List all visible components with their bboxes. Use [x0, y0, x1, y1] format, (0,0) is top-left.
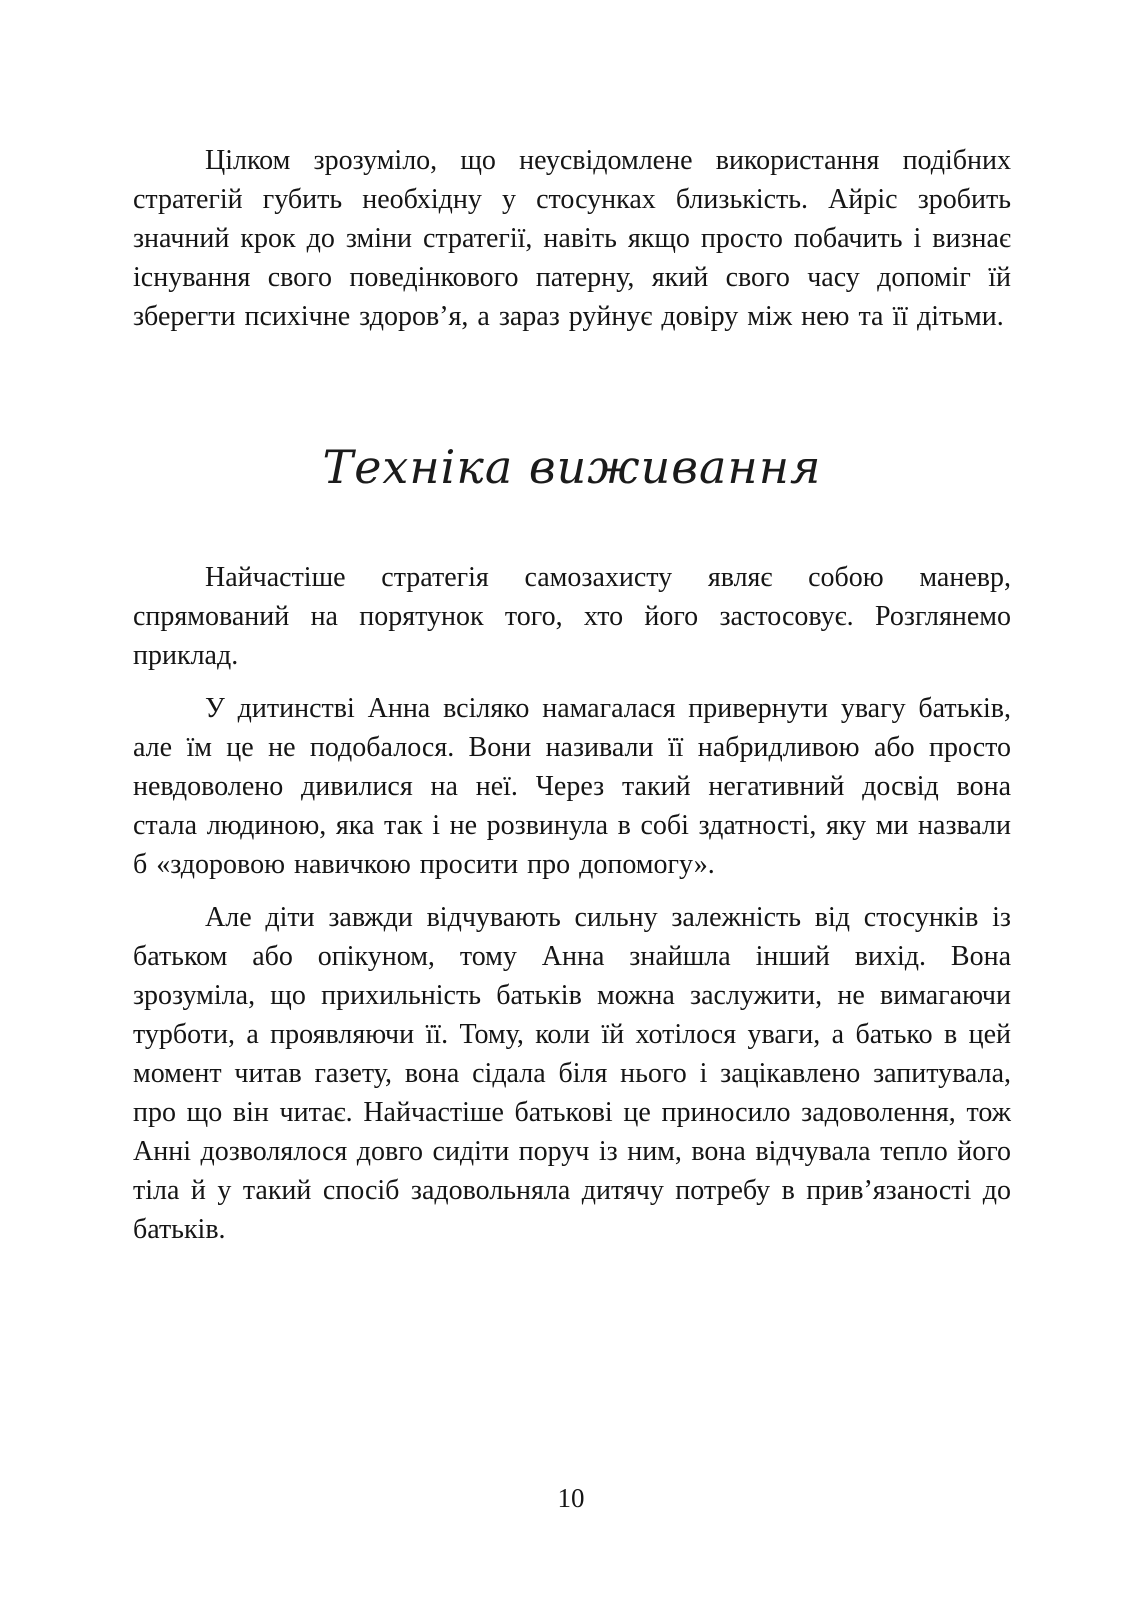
intro-paragraph: Цілком зрозуміло, що неусвідомлене використання подібних стратегій губить необхідну у стосунках близькість. Айріс зробить значний крок до зміни стратегії, навіть якщо просто побачить і визнає існування свого поведінкового патерну, який свого часу допоміг їй зберегти психічне здоров’я, а зараз руйнує довіру між нею та її дітьми. [133, 145, 1011, 332]
paragraph-1: Найчастіше стратегія самозахисту являє собою маневр, спрямований на порятунок того, хто його застосовує. Розглянемо приклад. [133, 562, 1011, 671]
text-block [133, 141, 1011, 1263]
paragraph-2: У дитинстві Анна всіляко намагалася привернути увагу батьків, але їм це не подобалося. Вони називали її набридливою або просто невдоволено дивилися на неї. Через такий негативний досвід вона стала людиною, яка так і не розвинула в собі здатності, яку ми назвали б «здоровою навичкою просити про допомогу». [133, 693, 1011, 880]
page-number: 10 [557, 1483, 585, 1513]
paragraph-3: Але діти завжди відчувають сильну залежність від стосунків із батьком або опікуном, тому Анна знайшла інший вихід. Вона зрозуміла, що прихильність батьків можна заслужити, не вимагаючи турботи, а проявляючи її. Тому, коли їй хотілося уваги, а батько в цей момент читав газету, вона сідала біля нього і зацікавлено запитувала, про що він читає. Найчастіше батькові це приносило задоволення, тож Анні дозволялося довго сидіти поруч із ним, вона відчувала тепло його тіла й у такий спосіб задовольняла дитячу потребу в прив’язаності до батьків. [133, 902, 1011, 1245]
section-heading: Техніка виживання [322, 440, 822, 494]
